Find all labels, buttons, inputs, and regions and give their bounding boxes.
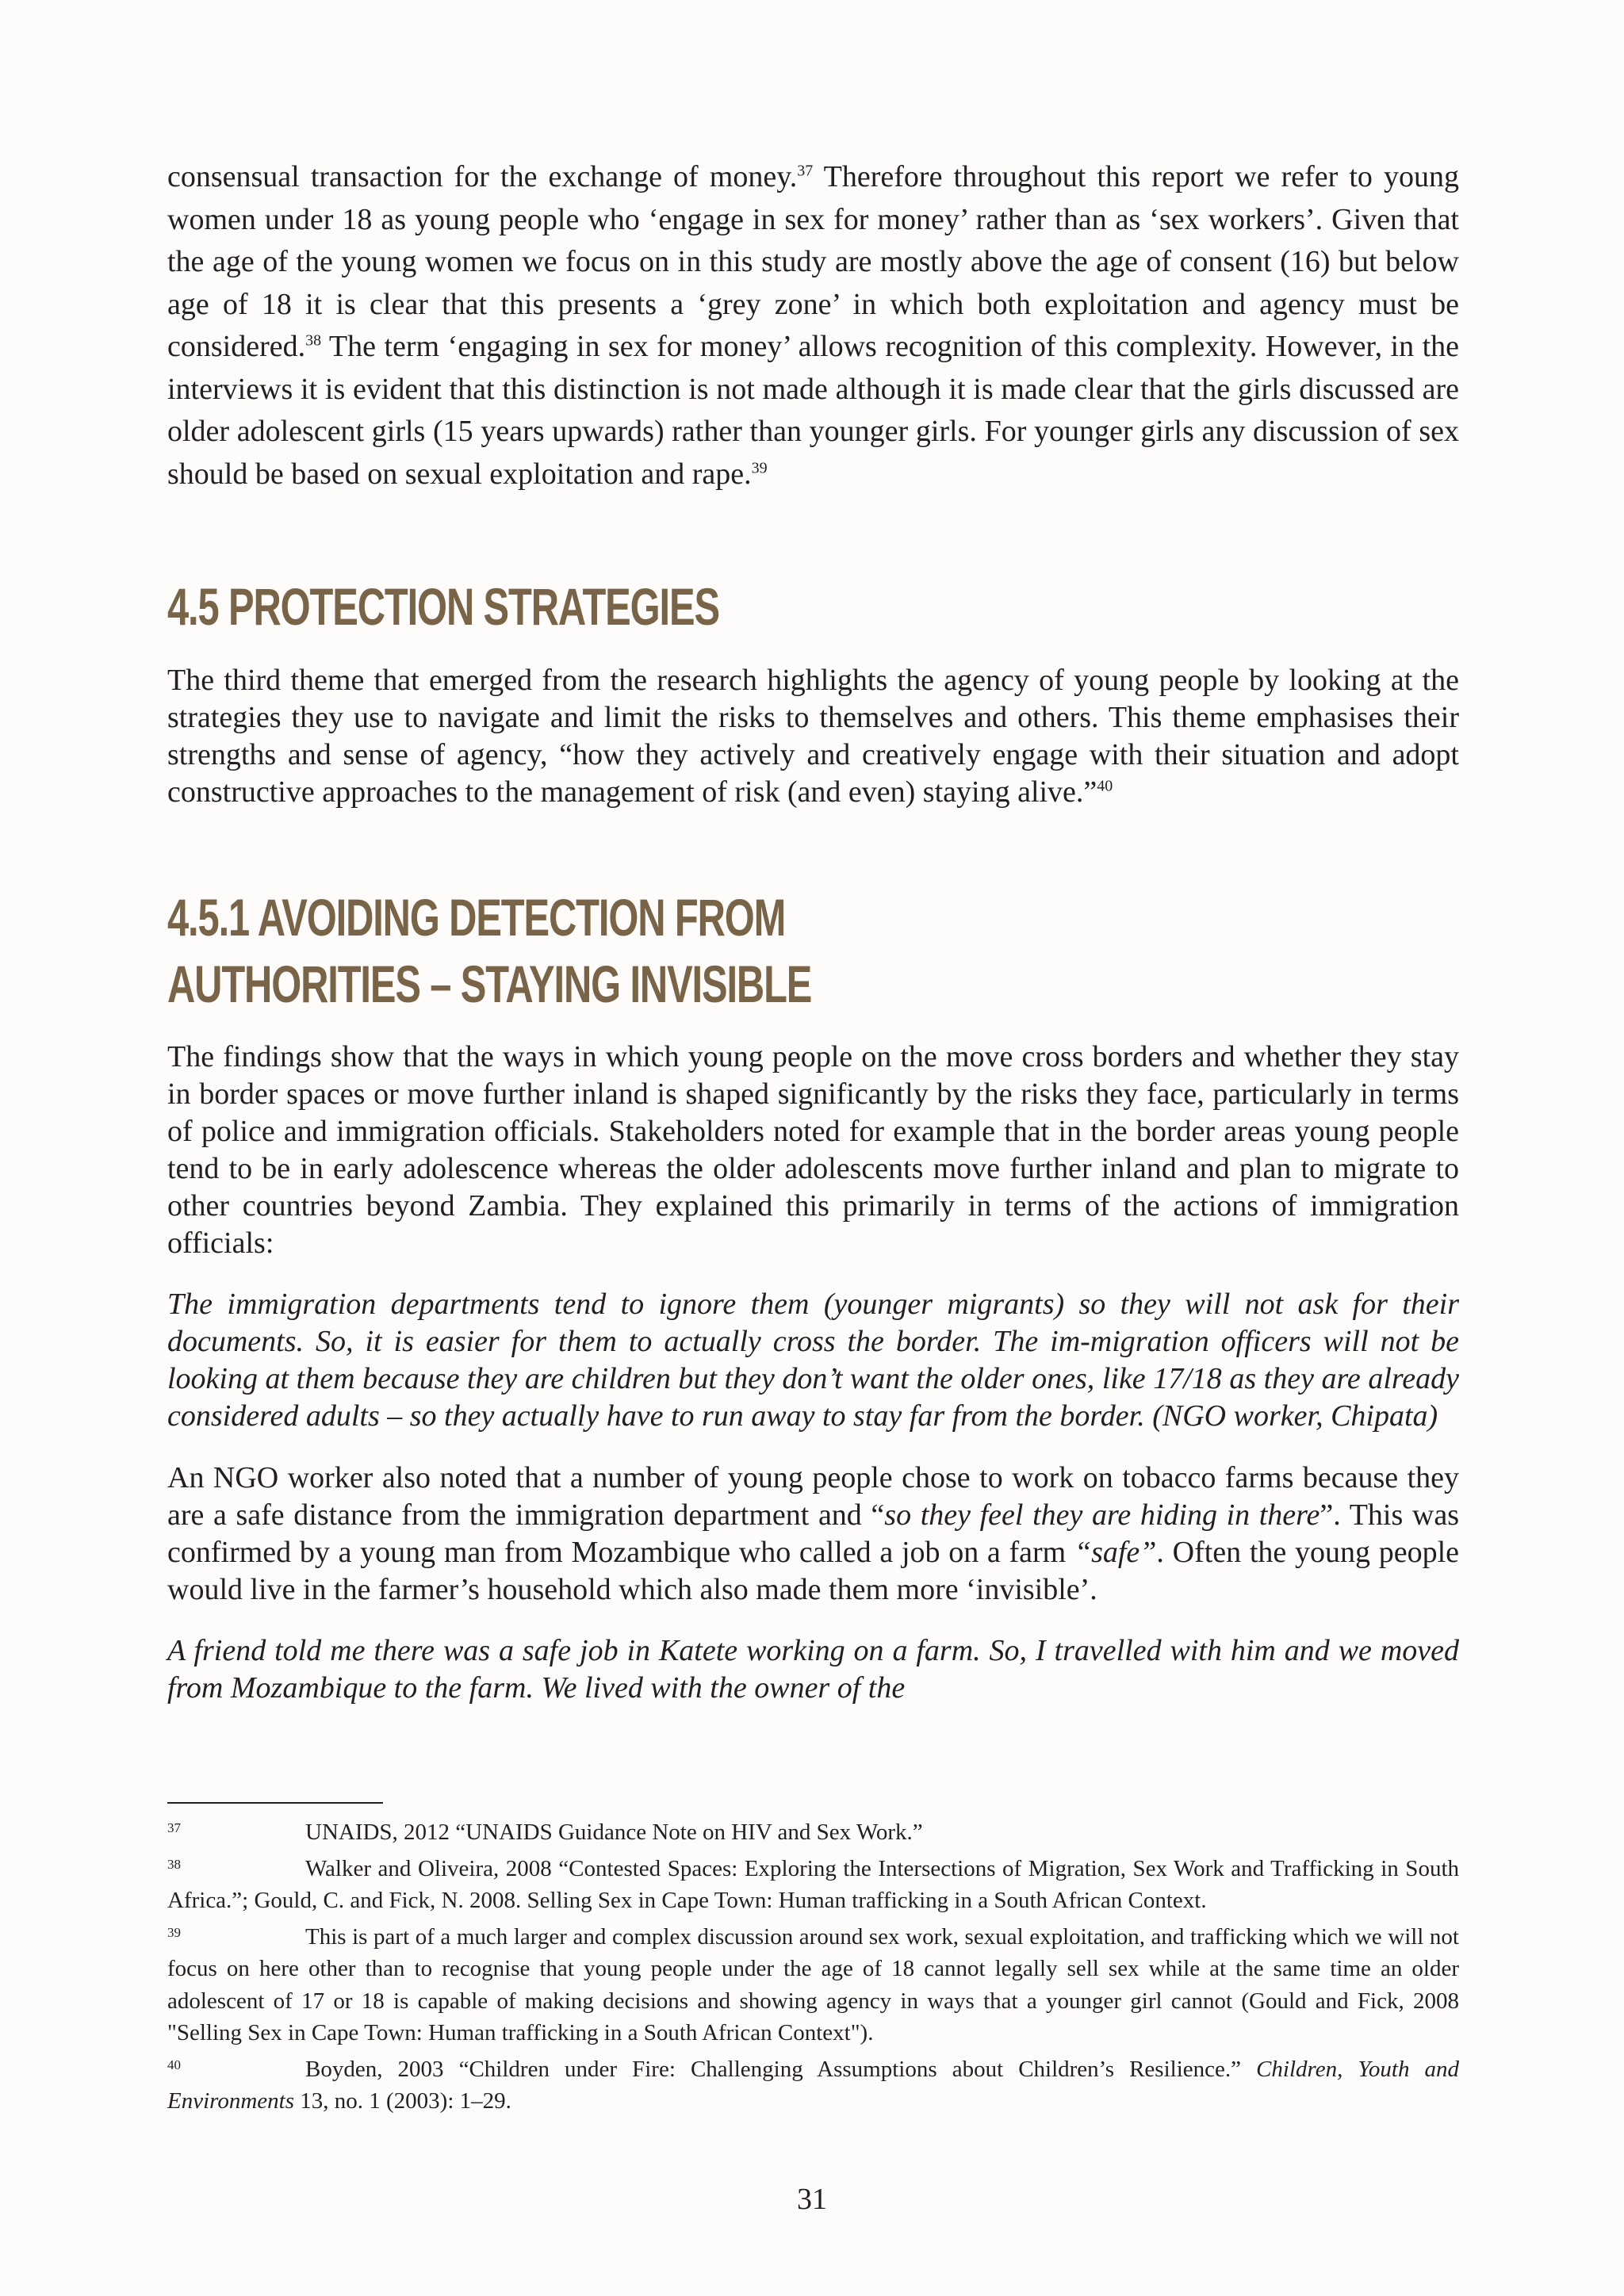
footnote-ref-40[interactable]: 40 [1097,777,1113,795]
intro-text: consensual transaction for the exchange of money.$^{37}$ Therefore throughout this report we refer to young women under 18 as young people who ‘engage in sex for money’ rather than as ‘sex workers’. Given that the age of the young women we focus on in this study are mostly above the age of consent (16) but below age of 18 it is clear that this presents a ‘grey zone’ in which both exploitation and agency must be considered.$^{38}$ The term ‘engaging in sex for money’ allows recognition of this complexity. However, in the interviews it is evident that this distinction is not made although it is made clear that the girls discussed are older adolescent girls (15 years upwards) rather than younger girls. For younger girls any discussion of sex should be based on sexual exploitation and rape.$^{39}$ [167,160,1459,491]
section-4-5-body [167,662,1459,811]
footnote-divider [167,1802,383,1804]
block-quote-ngo-worker: The immigration departments tend to ignore them (younger migrants) so they will not ask for their documents. So, it is easier for them to actually cross the border. The im-migration officers will not be looking at them because they are children but they don’t want the older ones, like 17/18 as they are already considered adults – so they actually have to run away to stay far from the border. (NGO worker, Chipata) [167,1288,1459,1433]
section-4-5-1-paragraph-1: The findings show that the ways in which young people on the move cross borders and whether they stay in border spaces or move further inland is shaped significantly by the risks they face, particularly in terms of police and immigration officials. Stakeholders noted for example that in the border areas young people tend to be in early adolescence whereas the older adolescents move further inland and plan to migrate to other countries beyond Zambia. They explained this primarily in terms of the actions of immigration officials: [167,1040,1459,1260]
footnote-39: 39 This is part of a much larger and complex discussion around sex work, sexual exploitation, and trafficking which we will not focus on here other than to recognise that young people under the age of 18 cannot legally sell sex while at the same time an older adolescent of 17 or 18 is capable of making decisions and showing agency in ways that a younger girl cannot (Gould and Fick, 2008 "Selling Sex in Cape Town: Human trafficking in a South African Context"). [167,1917,1459,2049]
section-heading-4-5-1-line2: AUTHORITIES – STAYING INVISIBLE [167,955,812,1013]
footnote-number: 39 [167,1924,181,1940]
section-4-5-1-paragraph-2: An NGO worker also noted that a number of young people chose to work on tobacco farms because they are a safe distance from the immigration department and “so they feel they are hiding in there”. This was confirmed by a young man from Mozambique who called a job on a farm “safe”. Often the young people would live in the farmer’s household which also made them more ‘invisible’. [167,1461,1459,1606]
footnote-number: 37 [167,1820,181,1835]
footnotes [167,1812,1459,2118]
section-heading-4-5-1-line1: 4.5.1 AVOIDING DETECTION FROM [167,888,786,947]
footnote-ref-37[interactable]: 37 [797,162,814,180]
section-heading-4-5: 4.5 PROTECTION STRATEGIES [167,577,719,636]
footnote-number: 40 [167,2057,181,2072]
section-4-5-paragraph: The third theme that emerged from the research highlights the agency of young people by looking at the strategies they use to navigate and limit the risks to themselves and others. This theme emphasises their strengths and sense of agency, “how they actively and creatively engage with their situation and adopt constructive approaches to the management of risk (and even) staying alive.”$^{40}$ [167,664,1459,809]
page-number: 31 [797,2183,827,2216]
footnote-37: 37 UNAIDS, 2012 “UNAIDS Guidance Note on HIV and Sex Work.” [167,1812,1459,1849]
footnote-ref-38[interactable]: 38 [305,331,322,350]
footnote-number: 38 [167,1856,181,1872]
block-quote-young-man: A friend told me there was a safe job in Katete working on a farm. So, I travelled with him and we moved from Mozambique to the farm. We lived with the owner of the [167,1634,1459,1705]
section-4-5-heading-block [167,573,1459,640]
footnote-38: 38 Walker and Oliveira, 2008 “Contested Spaces: Exploring the Intersections of Migration, Sex Work and Trafficking in South Africa.”; Gould, C. and Fick, N. 2008. Selling Sex in Cape Town: Human trafficking in a South African Context. [167,1849,1459,1917]
section-4-5-1-heading-block [167,884,1459,1017]
footnote-ref-39[interactable]: 39 [751,458,768,476]
section-4-5-1-body [167,1039,1459,1707]
footnote-40: 40 Boyden, 2003 “Children under Fire: Challenging Assumptions about Children’s Resilience.” Children, Youth and Environments 13, no. 1 (2003): 1–29. [167,2049,1459,2118]
intro-paragraph [167,156,1459,496]
